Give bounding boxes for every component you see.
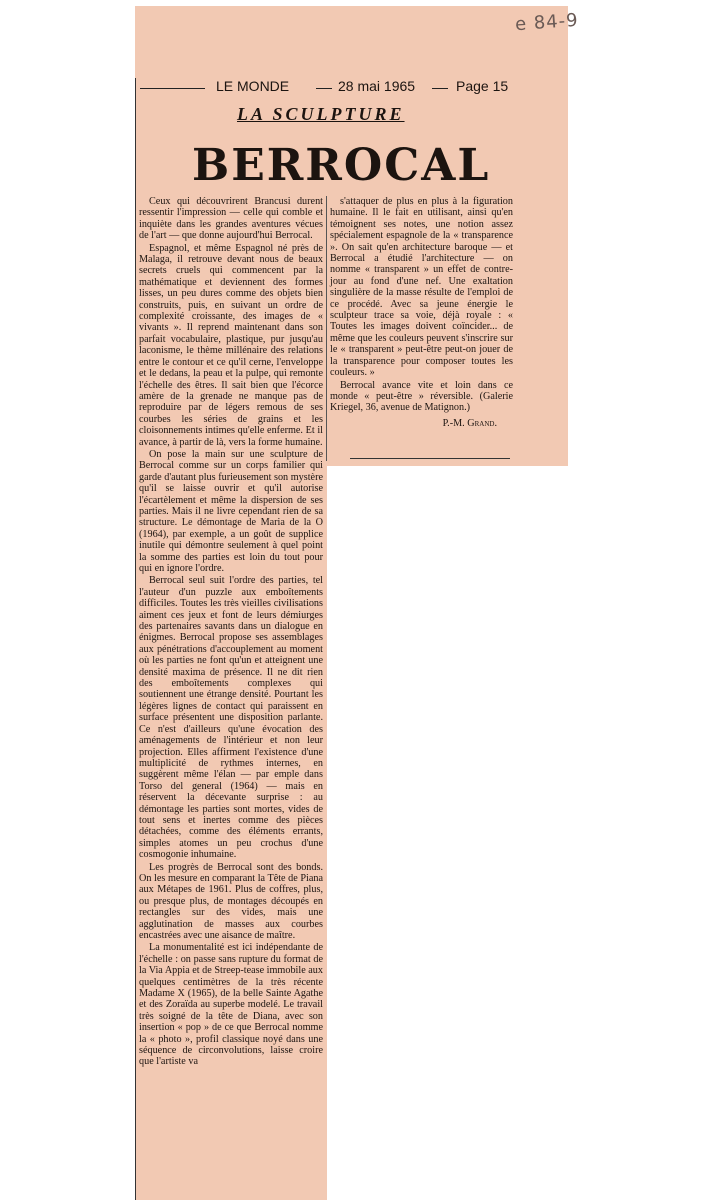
left-column-rule — [135, 78, 136, 1200]
header-rule-mid1 — [316, 88, 332, 89]
header-rule-mid2 — [432, 88, 448, 89]
paragraph: Berrocal seul suit l'ordre des parties, tel l'auteur d'un puzzle aux emboîtements difficiles. Toutes les très vieilles civilisations aiment ces jeux et font de leurs démiurges des partenaires savants dans un dialogue en énigmes. Berrocal propose ses assemblages aux pénétrations d'accouplement au moment où les parties ne font qu'un et atteignent une densité maxima de présence. Il ne dit rien des emboîtements complexes qui soutiennent une étrange densité. Pourtant les légères lignes de contact qui paraissent en surface présentent une disposition parlante. Ce n'est d'ailleurs qu'une évocation des aménagements de l'intérieur et non leur projection. Elles affirment l'existence d'une multiplicité de rythmes internes, en suggèrent même l'élan — par emple dans Torso del general (1964) — mais en réservent la décevante surprise : au démontage les parties sont mortes, vides de tout sens et inertes comme des pièces détachées, comme des éléments errants, simples atomes un peu crochus d'une cosmogonie inhumaine. — [139, 575, 323, 861]
section-kicker: LA SCULPTURE — [237, 104, 405, 124]
paragraph: s'attaquer de plus en plus à la figuration humaine. Il le fait en utilisant, ainsi qu'en témoignent ses notes, une notion assez spécialement espagnole de la « transparence ». On sait qu'en architecture baroque — et Berrocal a étudié l'architecture — on nomme « transparent » un effet de contre-jour au fond d'une nef. Une exaltation singulière de la masse résulte de l'emploi de ce procédé. Avec sa jeune énergie le sculpteur trace sa voie, déjà royale : « Toutes les images doivent coïncider... de même que les couleurs peuvent s'inscrire sur le « transparent » peut-être peut-on jouer de la transparence pour composer toutes les couleurs. » — [330, 196, 513, 379]
paragraph: Berrocal avance vite et loin dans ce monde « peut-être » réversible. (Galerie Kriegel, 36, avenue de Matignon.) — [330, 379, 513, 414]
column-divider — [326, 196, 327, 461]
newspaper-name: LE MONDE — [216, 78, 290, 94]
page-number: Page 15 — [456, 78, 509, 94]
header-rule-left — [140, 88, 205, 89]
paragraph: Ceux qui découvrirent Brancusi durent ressentir l'impression — celle qui comble et inquiète dans les grandes aventures vécues de l'art — que donne aujourd'hui Berrocal. — [139, 196, 323, 242]
author-signature: P.-M. Grand. — [442, 417, 497, 429]
article-column-1 — [139, 196, 323, 1069]
handwritten-archive-number: e 84-9 — [514, 9, 580, 36]
article-headline: BERROCAL — [192, 140, 491, 191]
article-column-2 — [330, 196, 513, 430]
newspaper-header — [140, 78, 515, 98]
paragraph: On pose la main sur une sculpture de Berrocal comme sur un corps familier qui garde d'autant plus furieusement son mystère qu'il se laisse ouvrir et qu'il autorise l'écartèlement et même la dispersion de ses parties. Mais il ne livre cependant rien de sa structure. Le démontage de Maria de la O (1964), par exemple, a un goût de supplice inutile qui démontre seulement à quel point la somme des parties est loin du tout pour qui en ignore l'ordre. — [139, 448, 323, 574]
issue-date: 28 mai 1965 — [338, 78, 416, 94]
paragraph: La monumentalité est ici indépendante de l'échelle : on passe sans rupture du format de la Via Appia et de Streep-tease immobile aux quelques centimètres de la très récente Madame X (1965), de la belle Sainte Agathe et des Zoraïda au superbe modelé. Le travail très soigné de la tête de Diana, avec son insertion « pop » de ce que Berrocal nomme la « photo », profil classique noyé dans une séquence de circonvolutions, laisse croire que l'artiste va — [139, 942, 323, 1068]
paragraph: Espagnol, et même Espagnol né près de Malaga, il retrouve devant nous de beaux secrets cruels qui commencent par la mathématique et deviennent des formes lisses, un peu dures comme des objets bien construits, puis, en suivant un ordre de complexité croissante, des images de « vivants ». Il reprend maintenant dans son parfait vocabulaire, plastique, pur jusqu'au laconisme, le thème millénaire des relations entre le contour et ce qu'il cerne, l'enveloppe et le dedans, la peau et la pulpe, qui remonte l'échelle des êtres. Il sait bien que l'écorce amère de la grenade ne manque pas de reproduire par de légers remous de ses courbes les séries de grains et les cloisonnements intimes qu'elle enferme. Et il avance, à partir de là, vers la forme humaine. — [139, 242, 323, 448]
paragraph: Les progrès de Berrocal sont des bonds. On les mesure en comparant la Tête de Piana aux Métapes de 1961. Plus de coffres, plus, ou presque plus, de montages découpés en rectangles sur des vides, mais une agglutination de masses aux courbes encastrées avec une aisance de maître. — [139, 861, 323, 941]
article-end-rule — [350, 458, 510, 459]
